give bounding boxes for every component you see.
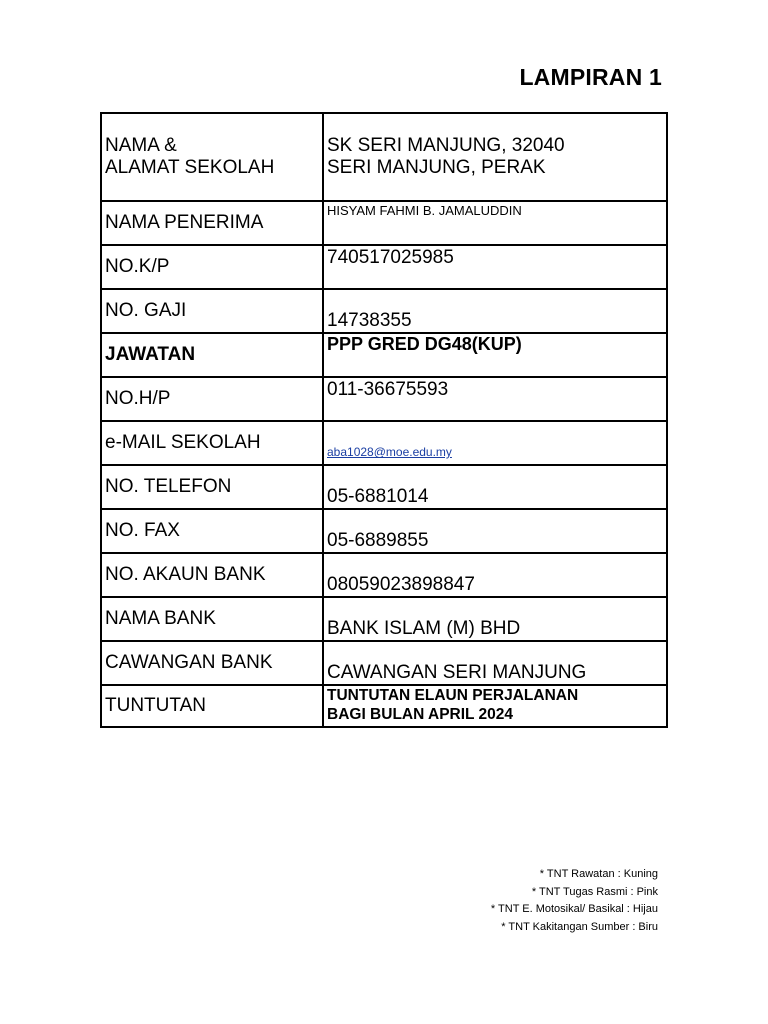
legend-item: * TNT Rawatan : Kuning xyxy=(539,868,658,880)
value-text: SK SERI MANJUNG, 32040 SERI MANJUNG, PERAK xyxy=(327,135,565,178)
claim-info-table xyxy=(100,112,668,728)
table-row-bank-name xyxy=(101,597,667,641)
legend-item: * TNT E. Motosikal/ Basikal : Hijau xyxy=(490,903,658,915)
value-recipient-name xyxy=(323,201,667,245)
value-fax xyxy=(323,509,667,553)
value-text: 08059023898847 xyxy=(327,574,475,596)
label-text: NO.K/P xyxy=(105,256,170,278)
legend-item: * TNT Kakitangan Sumber : Biru xyxy=(501,920,658,933)
value-text: 05-6881014 xyxy=(327,486,429,508)
label-mobile-number xyxy=(101,377,323,421)
label-school-email xyxy=(101,421,323,465)
color-legend xyxy=(491,866,658,936)
table-row-fax xyxy=(101,509,667,553)
label-recipient-name xyxy=(101,201,323,245)
value-salary-number xyxy=(323,289,667,333)
label-text: NO. GAJI xyxy=(105,300,187,322)
value-position xyxy=(323,333,667,377)
value-text: PPP GRED DG48(KUP) xyxy=(327,334,522,354)
value-school-email xyxy=(323,421,667,465)
value-bank-branch xyxy=(323,641,667,685)
value-claim xyxy=(323,685,667,727)
value-text: CAWANGAN SERI MANJUNG xyxy=(327,662,587,684)
label-text: NO. AKAUN BANK xyxy=(105,564,266,586)
label-position xyxy=(101,333,323,377)
value-text: 05-6889855 xyxy=(327,530,429,552)
value-telephone xyxy=(323,465,667,509)
document-title: LAMPIRAN 1 xyxy=(519,64,662,90)
label-text: NO.H/P xyxy=(105,388,171,410)
label-text: CAWANGAN BANK xyxy=(105,652,273,674)
label-text: NO. FAX xyxy=(105,520,180,542)
label-claim xyxy=(101,685,323,727)
label-text: NAMA PENERIMA xyxy=(105,212,264,234)
value-text: 740517025985 xyxy=(327,247,454,268)
table-row-position xyxy=(101,333,667,377)
label-text: e-MAIL SEKOLAH xyxy=(105,432,261,454)
value-text: TUNTUTAN ELAUN PERJALANAN BAGI BULAN APRIL 2024 xyxy=(327,687,579,723)
table-row-ic xyxy=(101,245,667,289)
table-row-telephone xyxy=(101,465,667,509)
value-text: BANK ISLAM (M) BHD xyxy=(327,618,521,640)
label-ic-number xyxy=(101,245,323,289)
label-text: JAWATAN xyxy=(105,344,196,366)
label-bank-name xyxy=(101,597,323,641)
value-school-name-address xyxy=(323,113,667,201)
table-row-bank-branch xyxy=(101,641,667,685)
label-text: TUNTUTAN xyxy=(105,695,206,717)
table-row-recipient xyxy=(101,201,667,245)
value-mobile-number xyxy=(323,377,667,421)
value-text: HISYAM FAHMI B. JAMALUDDIN xyxy=(327,203,522,218)
label-text: NO. TELEFON xyxy=(105,476,232,498)
label-school-name-address xyxy=(101,113,323,201)
value-ic-number xyxy=(323,245,667,289)
table-row-claim xyxy=(101,685,667,727)
table-row-email xyxy=(101,421,667,465)
value-text: 14738355 xyxy=(327,310,412,332)
value-text: 011-36675593 xyxy=(327,379,449,400)
label-text: NAMA BANK xyxy=(105,608,216,630)
table-row-bank-account xyxy=(101,553,667,597)
label-salary-number xyxy=(101,289,323,333)
label-text: NAMA & ALAMAT SEKOLAH xyxy=(105,135,275,178)
value-bank-name xyxy=(323,597,667,641)
label-bank-account xyxy=(101,553,323,597)
legend-item: * TNT Tugas Rasmi : Pink xyxy=(531,885,658,898)
label-telephone xyxy=(101,465,323,509)
email-link[interactable]: aba1028@moe.edu.my xyxy=(327,445,452,460)
label-fax xyxy=(101,509,323,553)
table-row-phone-mobile xyxy=(101,377,667,421)
table-row-salary-no xyxy=(101,289,667,333)
table-row-school-address xyxy=(101,113,667,201)
label-bank-branch xyxy=(101,641,323,685)
value-bank-account xyxy=(323,553,667,597)
